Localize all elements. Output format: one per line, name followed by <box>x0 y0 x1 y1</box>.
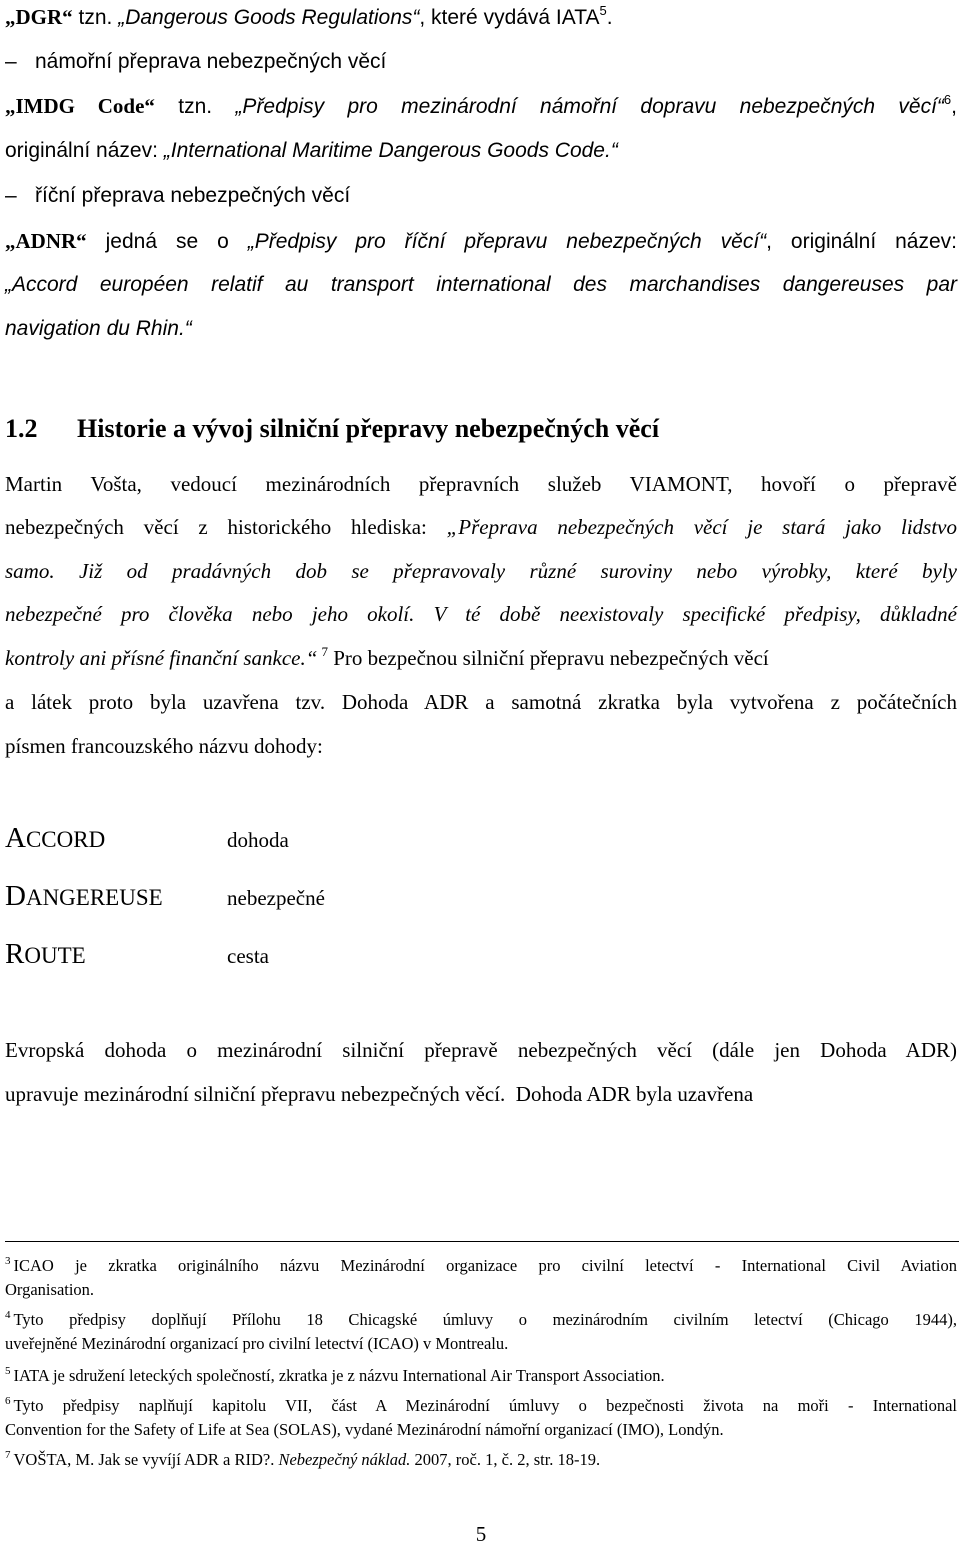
dash-bullet: – <box>5 50 17 73</box>
line-sea-transport <box>5 49 386 75</box>
line-imdg <box>5 93 957 120</box>
line-imdg-original <box>5 138 618 164</box>
footnote-number: 4 <box>5 1309 11 1321</box>
footnote-number: 3 <box>5 1255 11 1267</box>
translation-accord: dohoda <box>227 828 289 852</box>
quote: nebezpečné pro člověka nebo jeho okolí. V té době neexistovaly specifické předpisy, důkladné <box>5 602 957 626</box>
para1-line4 <box>5 601 957 627</box>
text: uveřejněné Mezinárodní organizací pro civilní letectví (ICAO) v Montrealu. <box>5 1334 509 1353</box>
acronym-rest: OUTE <box>24 943 86 968</box>
title-adnr: „Předpisy pro říční přepravu nebezpečných věcí“ <box>247 230 767 253</box>
text: VOŠTA, M. Jak se vyvíjí ADR a RID?. <box>13 1450 279 1469</box>
acronym-initial: D <box>5 880 26 912</box>
footnote-ref-7[interactable]: 7 <box>321 644 328 659</box>
journal-title: Nebezpečný náklad. <box>278 1450 411 1469</box>
text: upravuje mezinárodní silniční přepravu nebezpečných věcí. Dohoda ADR byla uzavřena <box>5 1082 754 1106</box>
text: . <box>606 6 613 29</box>
text: ICAO je zkratka originálního názvu Mezinárodní organizace pro civilní letectví - International Civil Aviation <box>13 1256 957 1275</box>
quote: kontroly ani přísné finanční sankce.“ <box>5 646 318 670</box>
text: Convention for the Safety of Life at Sea (SOLAS), vydané Mezinárodní námořní organizací (IMO), Londýn. <box>5 1420 724 1439</box>
text: písmen francouzského názvu dohody: <box>5 734 323 758</box>
footnote-separator <box>5 1241 959 1242</box>
translation-dangereuse: nebezpečné <box>227 886 325 910</box>
section-number: 1.2 <box>5 414 38 443</box>
footnote-number: 7 <box>5 1449 11 1461</box>
text: jedná se o <box>86 230 248 253</box>
quote: samo. Již od pradávných dob se přepravovaly různé suroviny nebo výrobky, které byly <box>5 559 957 583</box>
acronym-rest: CCORD <box>25 827 106 852</box>
text: IATA je sdružení leteckých společností, zkratka je z názvu International Air Transport Association. <box>13 1366 665 1385</box>
footnote-6 <box>5 1394 957 1442</box>
text: tzn. <box>72 6 119 29</box>
para2-line2 <box>5 1081 753 1107</box>
text: tzn. <box>154 95 236 118</box>
term-adnr: „ADNR“ <box>5 229 87 253</box>
title-adnr-original-end: navigation du Rhin.“ <box>5 317 192 340</box>
para1-line2 <box>5 514 957 540</box>
line-adnr-original-end <box>5 316 192 342</box>
text: , originální název: <box>766 230 957 253</box>
para1-line6 <box>5 689 957 715</box>
text: a látek proto byla uzavřena tzv. Dohoda ADR a samotná zkratka byla vytvořena z počátečních <box>5 690 957 714</box>
footnote-number: 5 <box>5 1365 11 1377</box>
text: Evropská dohoda o mezinárodní silniční přepravě nebezpečných věcí (dále jen Dohoda ADR) <box>5 1038 957 1062</box>
text: , které vydává IATA <box>419 6 600 29</box>
text: Tyto předpisy doplňují Přílohu 18 Chicagské úmluvy o mezinárodním civilním letectví (Chicago 1944), <box>13 1310 957 1329</box>
text: Tyto předpisy naplňují kapitolu VII, část A Mezinárodní úmluvy o bezpečnosti života na moři - International <box>13 1396 957 1415</box>
line-river-transport <box>5 183 350 209</box>
text: Pro bezpečnou silniční přepravu nebezpečných věcí <box>327 646 769 670</box>
para1-line3 <box>5 558 957 584</box>
footnote-number: 6 <box>5 1395 11 1407</box>
para1-line5 <box>5 645 769 671</box>
para1-line1 <box>5 471 957 497</box>
title-dgr: „Dangerous Goods Regulations“ <box>118 6 420 29</box>
para2-line1 <box>5 1037 957 1063</box>
quote: „Přeprava nebezpečných věcí je stará jako lidstvo <box>446 515 957 539</box>
translation-route: cesta <box>227 944 269 968</box>
subheading-sea: námořní přeprava nebezpečných věcí <box>35 50 387 73</box>
text: Organisation. <box>5 1280 95 1299</box>
subheading-river: říční přeprava nebezpečných věcí <box>35 184 351 207</box>
title-imdg: „Předpisy pro mezinárodní námořní dopravu nebezpečných věcí“ <box>235 95 944 118</box>
footnote-4 <box>5 1308 957 1356</box>
title-imdg-original: „International Maritime Dangerous Goods Code.“ <box>163 139 618 162</box>
section-heading <box>5 412 659 446</box>
text: Martin Vošta, vedoucí mezinárodních přepravních služeb VIAMONT, hovoří o přepravě <box>5 472 957 496</box>
page-number: 5 <box>475 1522 487 1546</box>
section-title: Historie a vývoj silniční přepravy nebezpečných věcí <box>77 414 660 443</box>
text: nebezpečných věcí z historického hlediska: <box>5 515 447 539</box>
term-dgr: „DGR“ <box>5 5 73 29</box>
acronym-route <box>5 938 86 972</box>
footnote-ref-6[interactable]: 6 <box>943 92 952 107</box>
term-imdg: „IMDG Code“ <box>5 94 155 118</box>
footnote-3 <box>5 1254 957 1302</box>
acronym-initial: A <box>5 822 26 854</box>
acronym-dangereuse <box>5 880 163 914</box>
title-adnr-original: „Accord européen relatif au transport international des marchandises dangereuses par <box>5 273 957 296</box>
line-adnr-original <box>5 272 957 298</box>
text: , <box>951 95 957 118</box>
para1-line7 <box>5 733 323 759</box>
text: 2007, roč. 1, č. 2, str. 18-19. <box>410 1450 601 1469</box>
dash-bullet: – <box>5 184 17 207</box>
text: originální název: <box>5 139 164 162</box>
acronym-rest: ANGEREUSE <box>25 885 163 910</box>
footnote-7 <box>5 1448 957 1472</box>
acronym-initial: R <box>5 938 25 970</box>
line-dgr <box>5 4 613 31</box>
acronym-accord <box>5 822 105 856</box>
line-adnr <box>5 228 957 255</box>
footnote-ref-5[interactable]: 5 <box>599 3 607 18</box>
footnote-5 <box>5 1364 957 1388</box>
